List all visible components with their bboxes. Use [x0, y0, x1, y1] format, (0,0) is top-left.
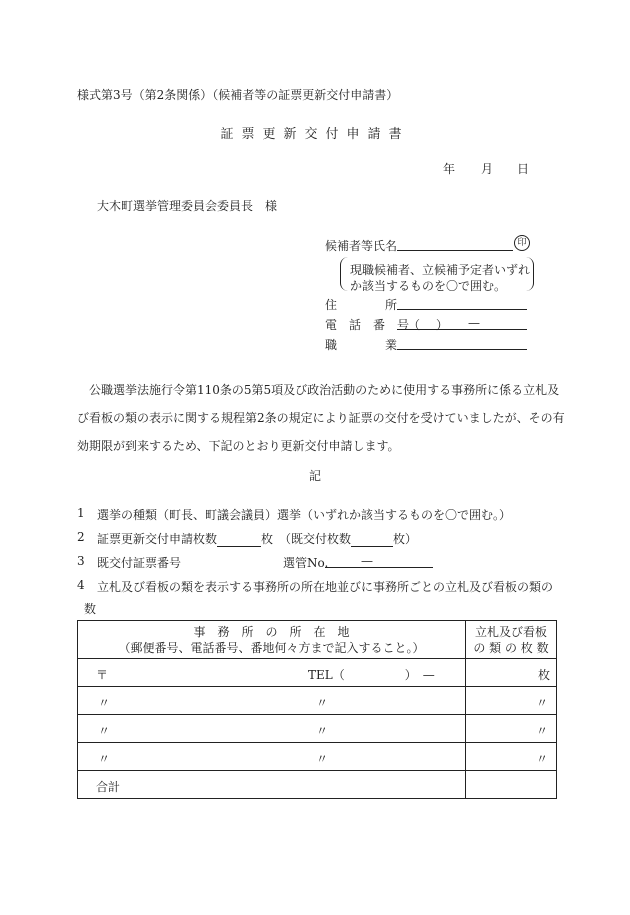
table-row — [78, 743, 557, 771]
item-text: 立札及び看板の類を表示する事務所の所在地並びに事務所ごとの立札及び看板の類の — [97, 580, 554, 594]
location-cell[interactable] — [78, 743, 466, 771]
item-2-issued-label: 枚 （既交付枚数 — [261, 532, 352, 546]
body-line: び看板の類の表示に関する規程第2条の規定により証票の交付を受けていましたが、その有 — [77, 411, 565, 425]
item-number: 4 — [77, 578, 85, 592]
item-3-no-label: 選管No. — [283, 556, 329, 570]
location-cell[interactable] — [78, 715, 466, 743]
body-line: 公職選挙法施行令第110条の5第5項及び政治活動のために使用する事務所に係る立札及 — [77, 383, 560, 397]
item-text: 選挙の種類（町長、町議会議員）選挙（いずれか該当するものを〇で囲む。） — [97, 508, 512, 522]
count-cell[interactable] — [466, 715, 557, 743]
location-cell[interactable] — [78, 687, 466, 715]
ditto-mark: 〃 — [98, 752, 111, 766]
note-line-2: か該当するものを〇で囲む。 — [350, 279, 507, 293]
count-cell[interactable] — [466, 687, 557, 715]
total-label-cell — [78, 771, 466, 799]
item-2-label: 証票更新交付申請枚数 — [97, 532, 218, 546]
item-number: 3 — [77, 554, 85, 568]
date-year: 年 — [443, 162, 456, 176]
phone-label: 電 話 番 号 — [325, 318, 410, 332]
item-text — [97, 530, 417, 547]
address-field[interactable] — [397, 296, 527, 310]
count-cell[interactable] — [466, 743, 557, 771]
date-month: 月 — [481, 162, 494, 176]
document-title: 証票更新交付申請書 — [220, 127, 410, 142]
total-count-cell[interactable] — [466, 771, 557, 799]
issued-number-field[interactable] — [325, 554, 433, 568]
addressee: 大木町選挙管理委員会委員長 様 — [97, 199, 278, 213]
item-3-dash: — — [361, 554, 373, 568]
item-4-continuation — [84, 600, 96, 617]
item-text: 数 — [84, 602, 97, 616]
occupation-label: 職 業 — [325, 338, 398, 352]
item-number: 1 — [77, 506, 85, 520]
header-count — [466, 621, 557, 659]
header-count-line1: 立札及び看板 — [474, 624, 547, 639]
ditto-mark: 〃 — [535, 696, 548, 710]
ditto-mark: 〃 — [316, 696, 329, 710]
note-line-1: 現職候補者、立候補予定者いずれ — [350, 263, 531, 277]
ditto-mark: 〃 — [535, 752, 548, 766]
tel-label: TEL（ ） — — [308, 668, 435, 682]
ditto-mark: 〃 — [98, 696, 111, 710]
date-day: 日 — [517, 162, 530, 176]
office-table — [77, 620, 557, 799]
ditto-mark: 〃 — [535, 724, 548, 738]
table-row — [78, 659, 557, 687]
occupation-field[interactable] — [397, 336, 527, 350]
phone-dash: — — [468, 316, 480, 330]
ditto-mark: 〃 — [316, 752, 329, 766]
postal-mark: 〒 — [96, 668, 109, 682]
header-count-line2: の 類 の 枚 数 — [473, 640, 549, 655]
requested-count-field[interactable] — [217, 533, 261, 547]
ditto-mark: 〃 — [98, 724, 111, 738]
table-header-row — [78, 621, 557, 659]
ditto-mark: 〃 — [316, 724, 329, 738]
item-2-close: 枚） — [393, 532, 418, 546]
total-label: 合計 — [96, 780, 121, 794]
ki-heading: 記 — [308, 469, 321, 483]
table-total-row — [78, 771, 557, 799]
body-paragraph — [77, 376, 565, 460]
location-cell[interactable] — [78, 659, 466, 687]
header-location-line2: （郵便番号、電話番号、番地何々方まで記入すること。） — [118, 640, 425, 655]
header-location-line1: 事 務 所 の 所 在 地 — [193, 624, 350, 639]
form-number: 様式第3号（第2条関係）（候補者等の証票更新交付申請書） — [77, 88, 399, 102]
count-unit: 枚 — [537, 668, 550, 682]
phone-paren-close: ） — [436, 318, 449, 332]
table-row — [78, 687, 557, 715]
name-label: 候補者等氏名 — [325, 239, 398, 253]
count-cell[interactable] — [466, 659, 557, 687]
name-field[interactable] — [397, 237, 513, 251]
address-label: 住 所 — [325, 298, 398, 312]
item-number: 2 — [77, 530, 85, 544]
phone-paren-open: （ — [408, 318, 421, 332]
header-location — [78, 621, 466, 659]
body-line: 効期限が到来するため、下記のとおり更新交付申請します。 — [77, 439, 400, 453]
issued-count-field[interactable] — [351, 533, 393, 547]
date-line — [443, 160, 543, 174]
table-row — [78, 715, 557, 743]
item-3-label: 既交付証票番号 — [97, 556, 182, 570]
seal-mark: 印 — [514, 235, 530, 251]
